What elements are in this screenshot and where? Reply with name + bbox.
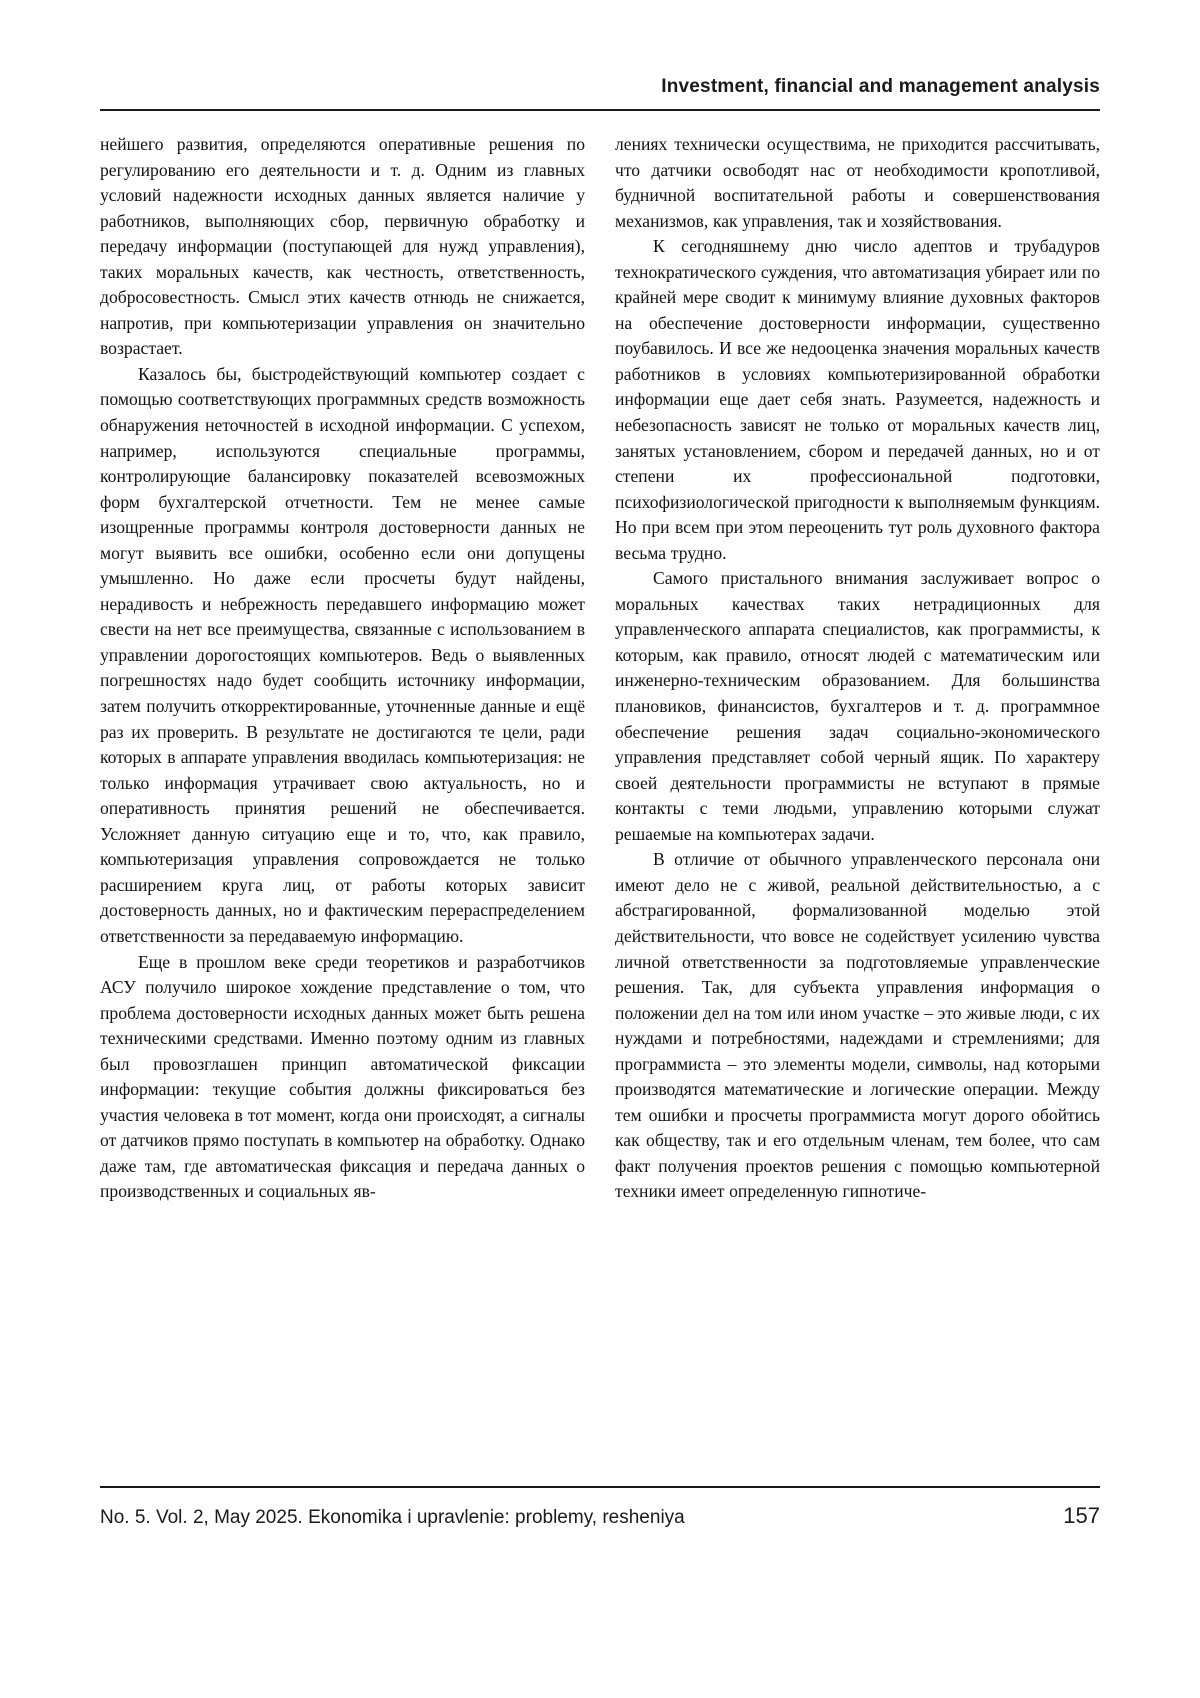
paragraph: Казалось бы, быстродействующий компьютер создает с помощью соответствующих программных средств возможность обнаружения неточностей в исходной информации. С успехом, например, используются специальные программы, контролирующие балансировку показателей всевозможных форм бухгалтерской отчетности. Тем не менее самые изощренные программы контроля достоверности данных не могут выявить все ошибки, особенно если они допущены умышленно. Но даже если просчеты будут найдены, нерадивость и небрежность передавшего информацию может свести на нет все преимущества, связанные с использованием в управлении дорогостоящих компьютеров. Ведь о выявленных погрешностях надо будет сообщить источнику информации, затем получить откорректированные, уточненные данные и ещё раз их проверить. В результате не достигаются те цели, ради которых в аппарате управления вводилась компьютеризация: не только информация утрачивает свою актуальность, но и оперативность принятия решений не обеспечивается. Усложняет данную ситуацию еще и то, что, как правило, компьютеризация управления сопровождается не только расширением круга лиц, от работы которых зависит достоверность данных, но и фактическим перераспределением ответственности за передаваемую информацию. (100, 363, 585, 946)
paragraph: В отличие от обычного управленческого персонала они имеют дело не с живой, реальной действительностью, а с абстрагированной, формализованной моделью этой действительности, что вовсе не содействует усилению чувства личной ответственности за подготовляемые управленческие решения. Так, для субъекта управления информация о положении дел на том или ином участке – это живые люди, с их нуждами и потребностями, надеждами и стремлениями; для программиста – это элементы модели, символы, над которыми производятся математические и логические операции. Между тем ошибки и просчеты программиста могут дорого обойтись как обществу, так и его отдельным членам, тем более, что сам факт получения проектов решения с помощью компьютерной техники имеет определенную гипнотиче- (615, 849, 1100, 1202)
paragraph: Самого пристального внимания заслуживает вопрос о моральных качествах таких нетрадиционных для управленческого аппарата специалистов, как программисты, к которым, как правило, относят людей с математическим или инженерно-техническим образованием. Для большинства плановиков, финансистов, бухгалтеров и т. д. программное обеспечение решения задач социально-экономического управления представляет собой черный ящик. По характеру своей деятельности программисты не вступают в прямые контакты с теми людьми, управлению которыми служат решаемые на компьютерах задачи. (615, 568, 1100, 844)
page-footer (100, 1486, 1100, 1529)
page-number: 157 (1063, 1503, 1100, 1528)
journal-issue-info: No. 5. Vol. 2, May 2025. Ekonomika i upravlenie: problemy, resheniya (100, 1507, 685, 1528)
right-column (615, 132, 1100, 1205)
running-head-title: Investment, financial and management analysis (661, 76, 1100, 97)
footer-rule (100, 1486, 1100, 1488)
paragraph: нейшего развития, определяются оперативные решения по регулированию его деятельности и т. д. Одним из главных условий надежности исходных данных является наличие у работников, выполняющих сбор, первичную обработку и передачу информации (поступающей для нужд управления), таких моральных качеств, как честность, ответственность, добросовестность. Смысл этих качеств отнюдь не снижается, напротив, при компьютеризации управления он значительно возрастает. (100, 134, 585, 359)
paragraph: лениях технически осуществима, не приходится рассчитывать, что датчики освободят нас от необходимости кропотливой, будничной воспитательной работы и совершенствования механизмов, как управления, так и хозяйствования. (615, 134, 1100, 231)
paragraph: Еще в прошлом веке среди теоретиков и разработчиков АСУ получило широкое хождение представление о том, что проблема достоверности исходных данных может быть решена техническими средствами. Именно поэтому одним из главных был провозглашен принцип автоматической фиксации информации: текущие события должны фиксироваться без участия человека в тот момент, когда они происходят, а сигналы от датчиков прямо поступать в компьютер на обработку. Однако даже там, где автоматическая фиксация и передача данных о производственных и социальных яв- (100, 951, 585, 1202)
article-body (100, 132, 1100, 1205)
header-rule (100, 109, 1100, 111)
page-header (100, 0, 1100, 111)
footer-row (100, 1503, 1100, 1529)
paragraph: К сегодняшнему дню число адептов и трубадуров технократического суждения, что автоматизация убирает или по крайней мере сводит к минимуму влияние духовных факторов на обеспечение достоверности информации, существенно поубавилось. И все же недооценка значения моральных качеств работников в условиях компьютеризированной обработки информации еще дает себя знать. Разумеется, надежность и небезопасность зависят не только от моральных качеств лиц, занятых установлением, сбором и передачей данных, но и от степени их профессиональной подготовки, психофизиологической пригодности к выполняемым функциям. Но при всем при этом переоценить тут роль духовного фактора весьма трудно. (615, 236, 1100, 563)
left-column (100, 132, 585, 1205)
